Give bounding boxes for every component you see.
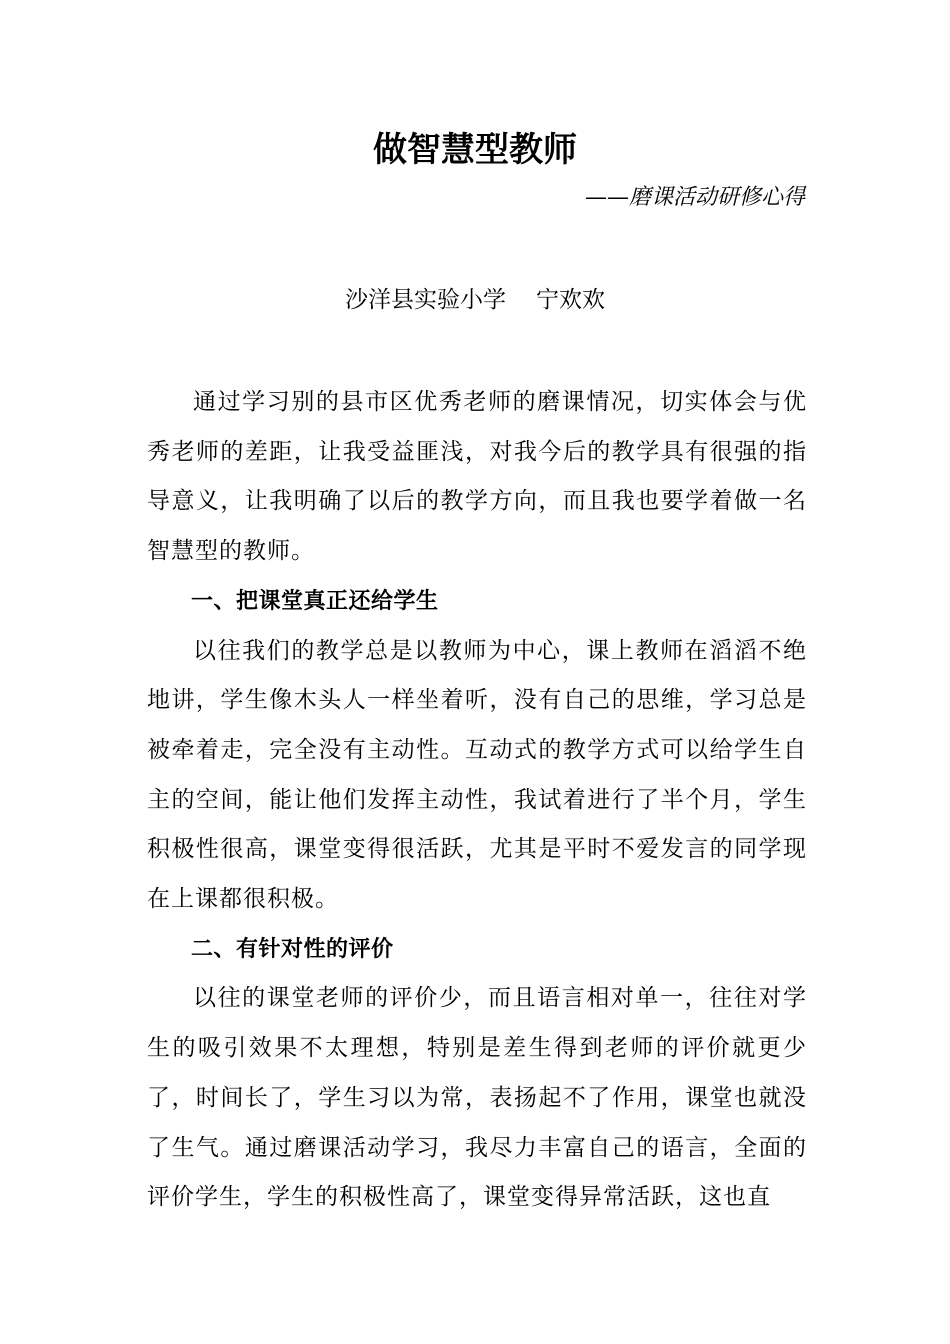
intro-paragraph: 通过学习别的县市区优秀老师的磨课情况，切实体会与优秀老师的差距，让我受益匪浅，对我今后的教学具有很强的指导意义，让我明确了以后的教学方向，而且我也要学着做一名智慧型的教师。 [147,389,807,565]
document-body [147,378,807,1223]
section-1-paragraph: 以往我们的教学总是以教师为中心，课上教师在滔滔不绝地讲，学生像木头人一样坐着听，没有自己的思维，学习总是被牵着走，完全没有主动性。互动式的教学方式可以给学生自主的空间，能让他们发挥主动性，我试着进行了半个月，学生积极性很高，课堂变得很活跃，尤其是平时不爱发言的同学现在上课都很积极。 [147,637,807,913]
section-2-heading: 二、有针对性的评价 [191,936,394,962]
section-2-paragraph: 以往的课堂老师的评价少，而且语言相对单一，往往对学生的吸引效果不太理想，特别是差生得到老师的评价就更少了，时间长了，学生习以为常，表扬起不了作用，课堂也就没了生气。通过磨课活动学习，我尽力丰富自己的语言，全面的评价学生，学生的积极性高了，课堂变得异常活跃，这也直 [147,985,807,1211]
document-title: 做智慧型教师 [373,130,577,170]
section-1-heading: 一、把课堂真正还给学生 [191,588,439,614]
author-school: 沙洋县实验小学 [345,287,506,313]
author-name: 宁欢欢 [536,287,605,313]
document-subtitle: ——磨课活动研修心得 [584,185,805,210]
author-line [0,282,950,318]
